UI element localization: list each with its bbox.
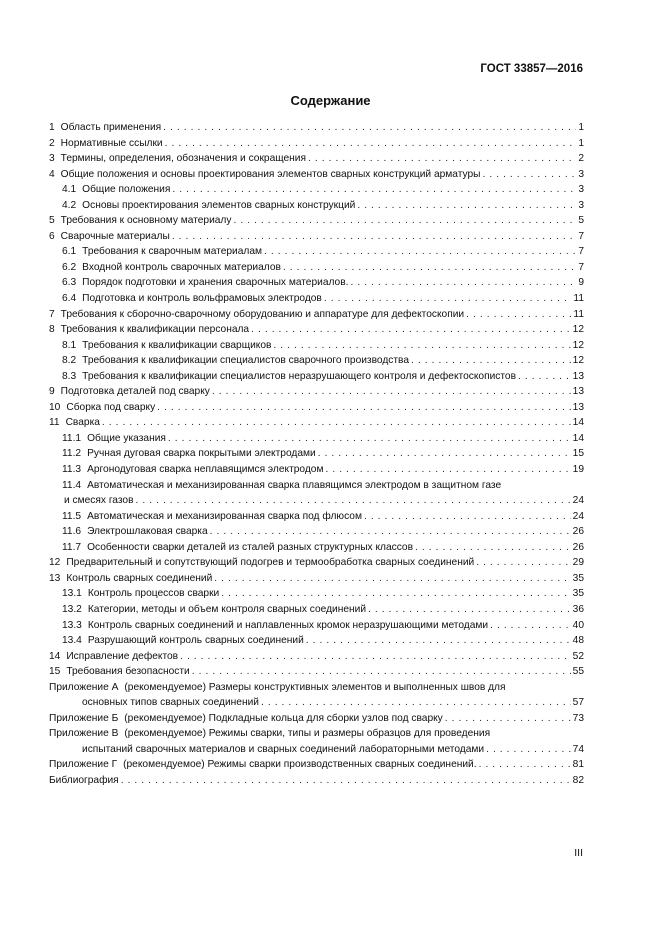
toc-entry[interactable]	[49, 757, 584, 773]
toc-entry-page: 3	[578, 168, 584, 180]
toc-entry[interactable]	[49, 555, 584, 571]
toc-entry[interactable]	[49, 167, 584, 183]
toc-entry-title: Подготовка деталей под сварку	[60, 386, 210, 398]
toc-leader-dots	[283, 260, 576, 276]
toc-entry[interactable]	[49, 602, 584, 618]
toc-entry-page: 81	[572, 759, 584, 771]
toc-entry-page: 55	[572, 666, 584, 678]
page-number: III	[574, 847, 583, 859]
toc-entry-title: Контроль сварных соединений	[66, 572, 213, 584]
toc-leader-dots	[192, 664, 571, 680]
toc-entry-number: 13.3	[62, 619, 82, 631]
toc-entry-title: Автоматическая и механизированная сварка под флюсом	[87, 510, 362, 522]
toc-entry-title: Категории, методы и объем контроля сварных соединений	[87, 603, 367, 615]
toc-entry-page: 14	[572, 432, 584, 444]
toc-entry[interactable]	[49, 275, 584, 291]
toc-entry-page: 12	[572, 339, 584, 351]
toc-entry-number: 11.2	[62, 448, 82, 460]
toc-entry-title: Аргонодуговая сварка неплавящимся электродом	[87, 464, 324, 476]
toc-entry-title: Библиография	[49, 774, 119, 786]
toc-entry-number: 13.2	[62, 603, 82, 615]
toc-leader-dots	[180, 649, 571, 665]
toc-entry-title: Основы проектирования элементов сварных конструкций	[82, 199, 356, 211]
toc-entry-number: 8.2	[62, 355, 77, 367]
toc-entry-page: 57	[572, 697, 584, 709]
toc-entry-title: Сварка	[65, 417, 100, 429]
toc-leader-dots	[251, 322, 571, 338]
toc-leader-dots	[233, 213, 576, 229]
toc-entry-number: 7	[49, 308, 55, 320]
toc-entry-title: Требования к сборочно-сварочному оборудованию и аппаратуре для дефектоскопии	[60, 308, 465, 320]
toc-leader-dots	[357, 198, 576, 214]
toc-entry-title: Общие указания	[87, 432, 166, 444]
toc-entry-page: 12	[572, 324, 584, 336]
toc-entry-number: 8.3	[62, 370, 77, 382]
toc-entry[interactable]	[49, 120, 584, 136]
toc-entry-number: 3	[49, 153, 55, 165]
toc-entry-number: 11.4	[62, 479, 82, 491]
toc-entry-number: 5	[49, 215, 55, 227]
toc-leader-dots	[264, 244, 576, 260]
toc-leader-dots	[273, 338, 570, 354]
toc-entry[interactable]	[49, 307, 584, 323]
toc-entry[interactable]	[49, 369, 584, 385]
toc-entry-title: Контроль сварных соединений и наплавленных кромок неразрушающими методами	[87, 619, 489, 631]
toc-leader-dots	[165, 136, 577, 152]
toc-entry-number: 6.4	[62, 293, 77, 305]
toc-entry-number: 4	[49, 168, 55, 180]
toc-entry-page: 82	[572, 774, 584, 786]
toc-entry-number: 6	[49, 230, 55, 242]
toc-entry-title: Общие положения и основы проектирования элементов сварных конструкций арматуры	[60, 168, 481, 180]
toc-leader-dots	[261, 695, 571, 711]
toc-leader-dots	[102, 415, 571, 431]
toc-entry-number: 2	[49, 137, 55, 149]
toc-entry-page: 24	[572, 495, 584, 507]
toc-entry-number: 8.1	[62, 339, 77, 351]
toc-leader-dots	[306, 633, 571, 649]
toc-leader-dots	[486, 742, 571, 758]
toc-entry[interactable]	[49, 711, 584, 727]
toc-entry-page: 29	[572, 557, 584, 569]
toc-entry[interactable]	[49, 291, 584, 307]
toc-entry-number: 4.2	[62, 199, 77, 211]
toc-entry-number: 9	[49, 386, 55, 398]
toc-entry-page: 11	[573, 293, 584, 305]
toc-entry[interactable]	[49, 136, 584, 152]
table-of-contents	[49, 120, 584, 789]
toc-entry-page: 3	[578, 199, 584, 211]
toc-entry-page: 15	[572, 448, 584, 460]
toc-entry-continuation[interactable]	[49, 742, 584, 758]
toc-entry-number: 6.3	[62, 277, 77, 289]
toc-entry-number: 10	[49, 401, 61, 413]
toc-entry-title: Требования к сварочным материалам	[82, 246, 263, 258]
toc-leader-dots	[476, 555, 570, 571]
toc-entry-page: 74	[572, 743, 584, 755]
toc-entry-number: 8	[49, 324, 55, 336]
toc-entry-continuation[interactable]	[49, 493, 584, 509]
toc-entry-title: (рекомендуемое) Размеры конструктивных элементов и выполненных швов для	[124, 681, 506, 693]
toc-entry-title: Требования к квалификации сварщиков	[82, 339, 272, 351]
toc-leader-dots	[172, 182, 576, 198]
toc-entry-title: Исправление дефектов	[66, 650, 179, 662]
toc-leader-dots	[157, 400, 570, 416]
toc-entry-number: 13.1	[62, 588, 82, 600]
toc-leader-dots	[324, 291, 572, 307]
toc-entry-number: Приложение Г	[49, 759, 118, 771]
toc-entry-page: 26	[572, 541, 584, 553]
toc-entry[interactable]	[49, 322, 584, 338]
toc-entry-number: 13.4	[62, 635, 82, 647]
toc-entry-page: 14	[572, 417, 584, 429]
toc-entry[interactable]	[49, 338, 584, 354]
toc-entry-title-continued: испытаний сварочных материалов и сварных соединений лабораторными методами	[82, 743, 485, 755]
toc-entry-page: 1	[578, 122, 584, 133]
toc-entry-title: Требования безопасности	[66, 666, 190, 678]
toc-entry-number: 15	[49, 666, 61, 678]
toc-entry[interactable]	[49, 213, 584, 229]
toc-entry-page: 48	[572, 635, 584, 647]
toc-entry[interactable]	[49, 198, 584, 214]
toc-leader-dots	[308, 151, 576, 167]
toc-leader-dots	[482, 167, 576, 183]
toc-entry-page: 1	[578, 137, 584, 149]
toc-entry[interactable]	[49, 462, 584, 478]
toc-entry-title: (рекомендуемое) Подкладные кольца для сборки узлов под сварку	[124, 712, 443, 724]
toc-entry[interactable]	[49, 151, 584, 167]
toc-entry-page: 5	[578, 215, 584, 227]
toc-entry-number: 11	[49, 417, 60, 429]
toc-leader-dots	[121, 773, 571, 789]
toc-entry-title: Ручная дуговая сварка покрытыми электродами	[87, 448, 316, 460]
toc-entry-title: Электрошлаковая сварка	[87, 526, 208, 538]
toc-leader-dots	[214, 571, 570, 587]
page-title: Содержание	[290, 93, 371, 108]
toc-leader-dots	[415, 540, 571, 556]
toc-entry-title: Автоматическая и механизированная сварка плавящимся электродом в защитном газе	[87, 479, 502, 491]
toc-entry-number: Приложение А	[49, 681, 119, 693]
toc-entry[interactable]	[49, 773, 584, 789]
toc-entry-number: 6.1	[62, 246, 77, 258]
toc-entry[interactable]	[49, 260, 584, 276]
toc-entry-page: 35	[572, 588, 584, 600]
toc-entry[interactable]	[49, 384, 584, 400]
toc-entry[interactable]	[49, 524, 584, 540]
toc-entry-title: Сборка под сварку	[66, 401, 156, 413]
toc-entry-title: Термины, определения, обозначения и сокращения	[60, 153, 307, 165]
toc-entry-title: Порядок подготовки и хранения сварочных материалов.	[82, 277, 349, 289]
toc-entry-page: 2	[578, 153, 584, 165]
toc-entry[interactable]	[49, 509, 584, 525]
toc-entry[interactable]	[49, 680, 584, 696]
toc-entry-title: (рекомендуемое) Режимы сварки производственных сварных соединений.	[123, 759, 477, 771]
toc-entry-title: Область применения	[60, 122, 162, 133]
toc-entry-title: (рекомендуемое) Режимы сварки, типы и размеры образцов для проведения	[124, 728, 491, 740]
toc-entry[interactable]	[49, 649, 584, 665]
toc-leader-dots	[221, 586, 570, 602]
toc-entry-continuation[interactable]	[49, 695, 584, 711]
toc-entry-title: Подготовка и контроль вольфрамовых электродов	[82, 293, 322, 305]
toc-leader-dots	[364, 509, 571, 525]
toc-entry-page: 7	[578, 261, 584, 273]
toc-leader-dots	[445, 711, 571, 727]
toc-entry[interactable]	[49, 229, 584, 245]
toc-entry[interactable]	[49, 353, 584, 369]
toc-entry-page: 12	[572, 355, 584, 367]
toc-leader-dots	[479, 757, 571, 773]
toc-entry-page: 35	[572, 572, 584, 584]
toc-entry-number: Приложение Б	[49, 712, 119, 724]
toc-leader-dots	[350, 275, 576, 291]
toc-entry-number: 12	[49, 557, 61, 569]
toc-entry-page: 40	[572, 619, 584, 631]
toc-entry-title: Входной контроль сварочных материалов	[82, 261, 281, 273]
toc-entry-number: 11.1	[62, 432, 82, 444]
toc-entry[interactable]	[49, 478, 584, 494]
toc-entry-number: 14	[49, 650, 61, 662]
toc-entry-page: 36	[572, 603, 584, 615]
toc-entry-page: 73	[572, 712, 584, 724]
toc-entry-number: 13	[49, 572, 61, 584]
toc-leader-dots	[210, 524, 571, 540]
toc-entry-page: 11	[573, 308, 584, 320]
toc-entry-title: Требования к квалификации специалистов сварочного производства	[82, 355, 410, 367]
toc-entry-number: Приложение В	[49, 728, 119, 740]
toc-entry-page: 24	[572, 510, 584, 522]
toc-leader-dots	[518, 369, 571, 385]
toc-entry[interactable]	[49, 571, 584, 587]
toc-entry[interactable]	[49, 633, 584, 649]
toc-entry-number: 4.1	[62, 184, 77, 196]
toc-entry-page: 13	[572, 386, 584, 398]
toc-entry-title: Предварительный и сопутствующий подогрев и термообработка сварных соединений	[66, 557, 475, 569]
toc-entry-page: 9	[578, 277, 584, 289]
toc-entry-number: 6.2	[62, 261, 77, 273]
toc-entry-number: 11.6	[62, 526, 82, 538]
toc-leader-dots	[368, 602, 571, 618]
toc-entry-title: Требования к основному материалу	[60, 215, 232, 227]
toc-leader-dots	[325, 462, 570, 478]
toc-entry-title: Контроль процессов сварки	[87, 588, 220, 600]
toc-leader-dots	[318, 446, 571, 462]
toc-entry-title-continued: основных типов сварных соединений	[82, 697, 259, 709]
toc-entry-number: 1	[49, 122, 55, 133]
toc-entry-title: Сварочные материалы	[60, 230, 170, 242]
toc-entry-page: 7	[578, 246, 584, 258]
toc-entry[interactable]	[49, 618, 584, 634]
toc-leader-dots	[136, 493, 571, 509]
toc-entry-title: Требования к квалификации специалистов неразрушающего контроля и дефектоскопистов	[82, 370, 517, 382]
toc-entry[interactable]	[49, 431, 584, 447]
toc-entry-page: 7	[578, 230, 584, 242]
toc-entry-page: 52	[572, 650, 584, 662]
toc-entry-title: Разрушающий контроль сварных соединений	[87, 635, 304, 647]
toc-entry-title: Общие положения	[82, 184, 171, 196]
document-code: ГОСТ 33857—2016	[480, 63, 583, 75]
toc-entry[interactable]	[49, 244, 584, 260]
toc-entry[interactable]	[49, 726, 584, 742]
toc-entry[interactable]	[49, 540, 584, 556]
toc-entry-title: Требования к квалификации персонала	[60, 324, 250, 336]
toc-entry-title: Нормативные ссылки	[60, 137, 163, 149]
toc-entry[interactable]	[49, 586, 584, 602]
toc-entry[interactable]	[49, 446, 584, 462]
toc-entry-number: 11.5	[62, 510, 82, 522]
toc-leader-dots	[172, 229, 577, 245]
toc-entry[interactable]	[49, 415, 584, 431]
toc-entry[interactable]	[49, 664, 584, 680]
toc-entry-page: 13	[572, 401, 584, 413]
toc-entry-number: 11.3	[62, 464, 82, 476]
toc-entry-number: 11.7	[62, 541, 82, 553]
toc-leader-dots	[212, 384, 571, 400]
toc-leader-dots	[411, 353, 571, 369]
toc-entry-title-continued: и смесях газов	[64, 495, 134, 507]
toc-leader-dots	[168, 431, 571, 447]
toc-leader-dots	[466, 307, 571, 323]
toc-entry-page: 19	[572, 464, 584, 476]
toc-entry[interactable]	[49, 400, 584, 416]
toc-leader-dots	[490, 618, 571, 634]
toc-leader-dots	[163, 120, 576, 136]
toc-entry[interactable]	[49, 182, 584, 198]
toc-entry-page: 3	[578, 184, 584, 196]
toc-entry-page: 26	[572, 526, 584, 538]
toc-entry-page: 13	[572, 370, 584, 382]
toc-entry-title: Особенности сварки деталей из сталей разных структурных классов	[87, 541, 414, 553]
